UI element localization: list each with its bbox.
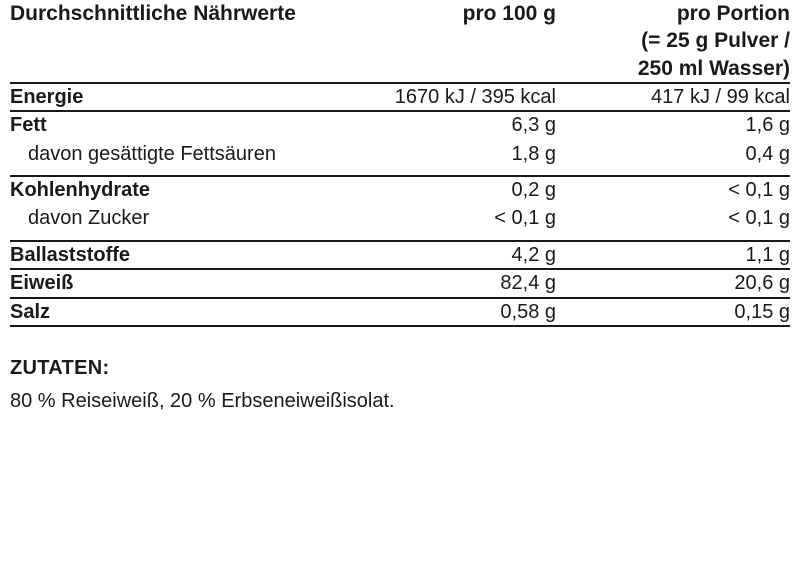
nutrition-table [10, 0, 790, 325]
row-value-kohlenhydrate-per-100g: 0,2 g [322, 176, 556, 203]
header-col-per-portion-line1: pro Portion [676, 2, 790, 25]
row-value-zucker-per-portion: < 0,1 g [728, 207, 790, 230]
header-col-per-portion-line3: 250 ml Wasser) [637, 56, 790, 80]
row-value-gesaettigte-fettsaeuren-per-portion: 0,4 g [745, 142, 790, 165]
ingredients-section [10, 357, 790, 414]
header-col-per-100g: pro 100 g [462, 2, 556, 25]
row-value-fett-per-portion: 1,6 g [556, 111, 790, 138]
row-value-eiweiss-per-portion: 20,6 g [556, 269, 790, 297]
table-row [10, 83, 790, 111]
row-value-salz-per-100g: 0,58 g [322, 298, 556, 325]
row-value-eiweiss-per-100g: 82,4 g [322, 269, 556, 297]
ingredients-title: ZUTATEN: [10, 357, 110, 380]
table-row [10, 298, 790, 325]
row-value-fett-per-100g: 6,3 g [322, 111, 556, 138]
row-label-kohlenhydrate: Kohlenhydrate [10, 176, 322, 203]
table-row [10, 241, 790, 269]
row-value-zucker-per-100g: < 0,1 g [494, 207, 556, 230]
header-row [10, 0, 790, 83]
row-label-gesaettigte-fettsaeuren: davon gesättigte Fettsäuren [28, 142, 276, 165]
nutrition-table-body [10, 83, 790, 325]
row-label-fett: Fett [10, 111, 322, 138]
table-row [10, 176, 790, 203]
nutrition-table-header [10, 0, 790, 83]
table-row [10, 269, 790, 297]
row-value-ballaststoffe-per-portion: 1,1 g [556, 241, 790, 269]
header-label-nutrition: Durchschnittliche Nährwerte [10, 2, 296, 25]
row-value-ballaststoffe-per-100g: 4,2 g [322, 241, 556, 269]
row-label-ballaststoffe: Ballaststoffe [10, 241, 322, 269]
table-row [10, 203, 790, 240]
header-col-per-portion [556, 0, 790, 83]
row-value-salz-per-portion: 0,15 g [556, 298, 790, 325]
row-value-energie-per-portion: 417 kJ / 99 kcal [556, 83, 790, 111]
row-label-energie: Energie [10, 83, 322, 111]
table-bottom-divider [10, 325, 790, 327]
row-value-kohlenhydrate-per-portion: < 0,1 g [556, 176, 790, 203]
row-label-salz: Salz [10, 298, 322, 325]
row-label-zucker: davon Zucker [28, 207, 150, 230]
header-col-per-portion-line2: (= 25 g Pulver / [641, 29, 790, 53]
row-label-eiweiss: Eiweiß [10, 269, 322, 297]
table-row [10, 111, 790, 138]
ingredients-text: 80 % Reiseiweiß, 20 % Erbseneiweißisolat. [10, 390, 395, 413]
row-value-energie-per-100g: 1670 kJ / 395 kcal [322, 83, 556, 111]
table-row [10, 139, 790, 176]
row-value-gesaettigte-fettsaeuren-per-100g: 1,8 g [511, 142, 556, 165]
